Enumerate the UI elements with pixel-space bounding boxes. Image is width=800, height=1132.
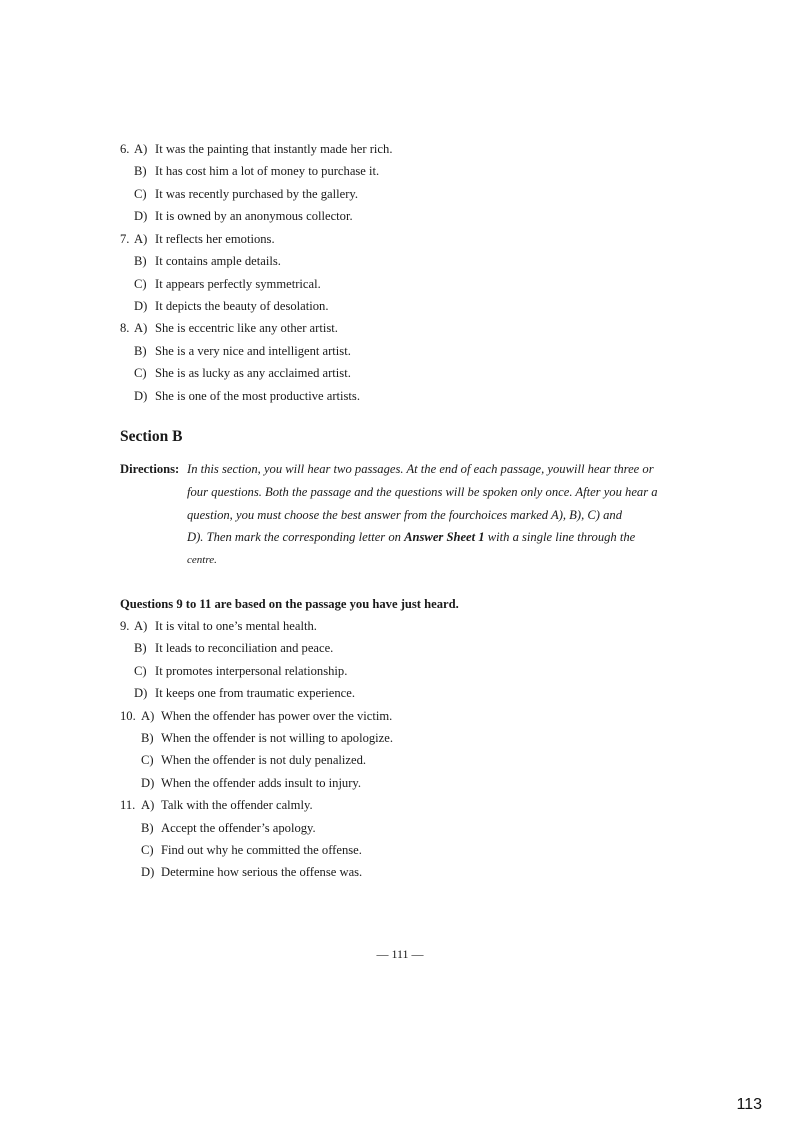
option-text: It contains ample details.: [155, 254, 281, 268]
option-letter: B): [134, 344, 147, 358]
option-letter: B): [134, 164, 147, 178]
option-letter: D): [134, 299, 148, 313]
option-text: It promotes interpersonal relationship.: [155, 664, 348, 678]
directions-line4-post: with a single line through the: [484, 530, 636, 544]
directions-line: In this section, you will hear two passages. At the end of each passage, youwill hear three or: [187, 462, 654, 476]
question-number: 11.: [120, 798, 136, 812]
option-letter: A): [134, 619, 148, 633]
question-number: 6.: [120, 142, 130, 156]
option-text: It depicts the beauty of desolation.: [155, 299, 329, 313]
page-footer-number: — 111 —: [376, 947, 424, 961]
directions-line: [187, 529, 635, 545]
option-letter: D): [141, 865, 155, 879]
answer-sheet-label: Answer Sheet 1: [404, 530, 485, 544]
option-text: It keeps one from traumatic experience.: [155, 686, 356, 700]
option-text: It appears perfectly symmetrical.: [155, 277, 321, 291]
option-letter: A): [134, 321, 148, 335]
option-text: It was the painting that instantly made her rich.: [155, 142, 393, 156]
option-letter: B): [141, 821, 154, 835]
option-letter: B): [134, 254, 147, 268]
option-letter: C): [134, 664, 147, 678]
option-text: Talk with the offender calmly.: [161, 798, 313, 812]
option-text: She is as lucky as any acclaimed artist.: [155, 366, 351, 380]
option-letter: A): [134, 142, 148, 156]
option-text: It is vital to one’s mental health.: [155, 619, 317, 633]
option-text: It has cost him a lot of money to purchase it.: [155, 164, 380, 178]
directions-label: Directions:: [120, 462, 180, 476]
option-letter: A): [141, 798, 155, 812]
option-letter: C): [134, 366, 147, 380]
option-letter: D): [134, 686, 148, 700]
option-text: She is one of the most productive artists.: [155, 389, 360, 403]
option-letter: C): [141, 753, 154, 767]
option-text: It is owned by an anonymous collector.: [155, 209, 353, 223]
option-text: Determine how serious the offense was.: [161, 865, 363, 879]
option-text: It was recently purchased by the gallery.: [155, 187, 359, 201]
option-letter: B): [141, 731, 154, 745]
option-text: Find out why he committed the offense.: [161, 843, 362, 857]
questions-heading: Questions 9 to 11 are based on the passage you have just heard.: [120, 597, 459, 611]
question-number: 9.: [120, 619, 130, 633]
question-number: 10.: [120, 709, 136, 723]
option-letter: A): [141, 709, 155, 723]
option-letter: D): [134, 389, 148, 403]
option-letter: C): [134, 187, 147, 201]
section-title: Section B: [120, 428, 183, 445]
option-text: It leads to reconciliation and peace.: [155, 641, 334, 655]
directions-line: four questions. Both the passage and the questions will be spoken only once. After you hear a: [187, 485, 658, 499]
directions-line: question, you must choose the best answer from the fourchoices marked A), B), C) and: [187, 508, 623, 522]
option-letter: C): [134, 277, 147, 291]
option-text: When the offender is not duly penalized.: [161, 753, 367, 767]
option-text: Accept the offender’s apology.: [161, 821, 316, 835]
directions-line: centre.: [187, 554, 217, 566]
option-text: It reflects her emotions.: [155, 232, 275, 246]
option-text: When the offender has power over the victim.: [161, 709, 393, 723]
option-text: When the offender is not willing to apologize.: [161, 731, 393, 745]
scan-page-number: 113: [736, 1096, 762, 1113]
option-letter: B): [134, 641, 147, 655]
directions-line4-pre: D). Then mark the corresponding letter on: [187, 530, 405, 544]
option-text: She is a very nice and intelligent artist.: [155, 344, 351, 358]
question-number: 7.: [120, 232, 130, 246]
option-letter: A): [134, 232, 148, 246]
question-number: 8.: [120, 321, 130, 335]
option-text: When the offender adds insult to injury.: [161, 776, 362, 790]
option-letter: D): [141, 776, 155, 790]
option-letter: C): [141, 843, 154, 857]
option-text: She is eccentric like any other artist.: [155, 321, 338, 335]
option-letter: D): [134, 209, 148, 223]
